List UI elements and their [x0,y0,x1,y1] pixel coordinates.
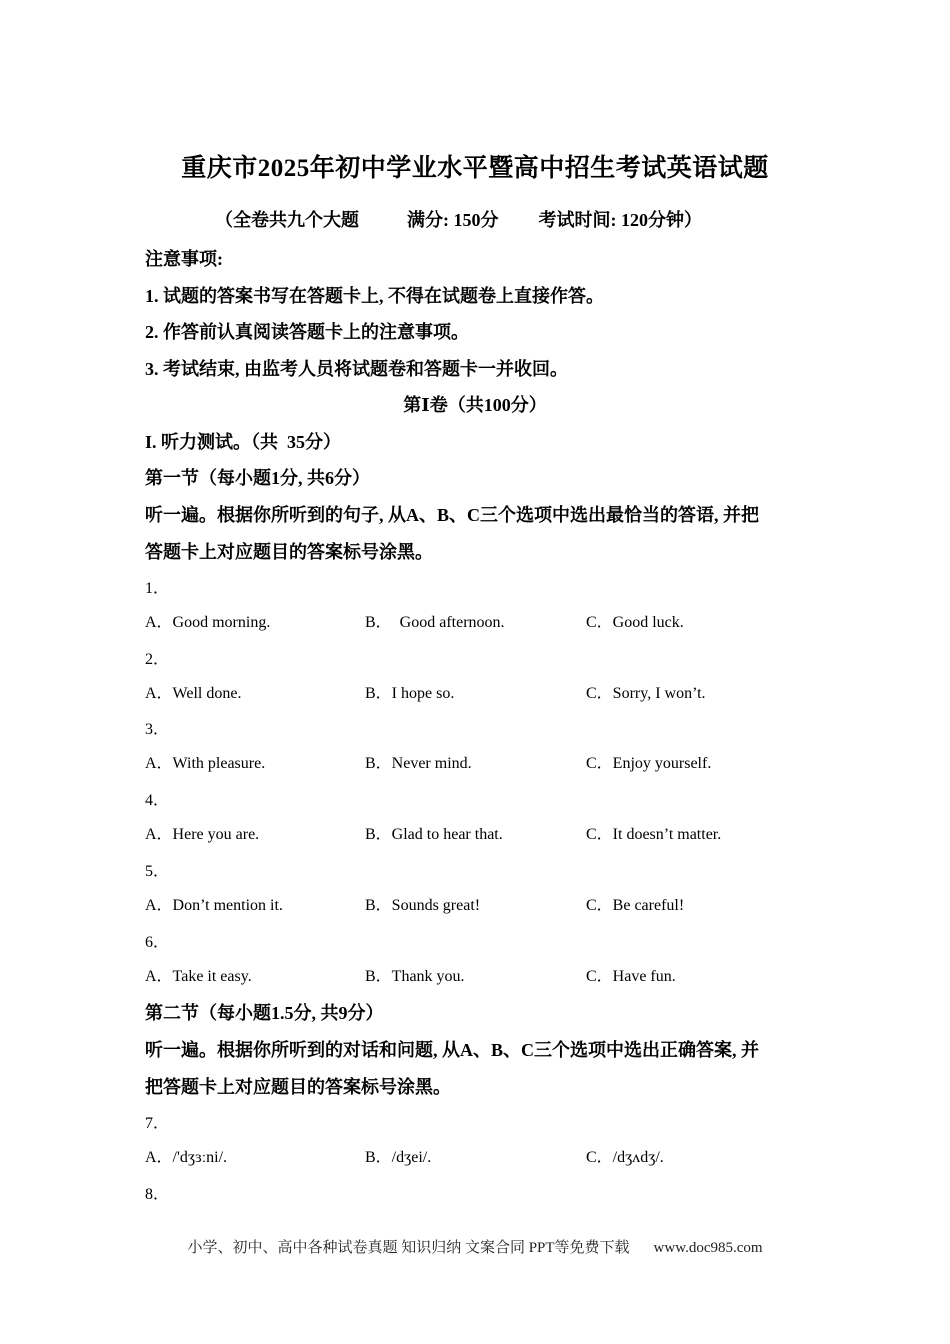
option-a: A．Well done. [145,685,242,702]
option-c: C．/dʒʌdʒ/. [586,1149,664,1166]
option-c: C．Have fun. [586,968,676,985]
option-c: C．Be careful! [586,897,685,914]
exam-title: 重庆市2025年初中学业水平暨高中招生考试英语试题 [181,155,769,182]
option-a: A．Take it easy. [145,968,252,985]
question-number: 6． [145,934,170,951]
question-number: 1． [145,580,170,597]
notes-heading: 注意事项: [145,249,223,269]
option-b: B．/dʒei/. [365,1149,432,1166]
section2-heading: 第二节（每小题1.5分, 共9分） [145,1003,384,1023]
option-b: B．Thank you. [365,968,465,985]
option-a: A．/'dʒɜːni/. [145,1149,228,1166]
option-c: C．Enjoy yourself. [586,755,712,772]
option-b: B．Never mind. [365,755,472,772]
note-item: 2. 作答前认真阅读答题卡上的注意事项。 [145,322,469,342]
exam-subtitle [215,206,702,232]
option-c: C．Sorry, I won’t. [586,685,706,702]
option-b: B．Sounds great! [365,897,481,914]
question-number: 2． [145,651,170,668]
option-a: A．Good morning. [145,614,271,631]
page-footer [0,1236,950,1257]
footer-site-link[interactable]: www.doc985.com [653,1240,763,1256]
question-number: 3． [145,721,170,738]
option-a: A．Don’t mention it. [145,897,283,914]
volume-heading: 第Ⅰ卷（共100分） [403,395,547,415]
option-c: C．It doesn’t matter. [586,826,722,843]
option-b: B．Glad to hear that. [365,826,503,843]
question-number: 7． [145,1115,170,1132]
option-a: A．With pleasure. [145,755,266,772]
question-number: 5． [145,863,170,880]
subtitle-score: 满分: 150分 [407,210,499,230]
section1-instruction: 答题卡上对应题目的答案标号涂黑。 [145,542,433,562]
option-b: B． Good afternoon. [365,614,505,631]
option-c: C．Good luck. [586,614,684,631]
subtitle-parts: （全卷共九个大题 [215,210,359,230]
option-b: B．I hope so. [365,685,455,702]
option-a: A．Here you are. [145,826,260,843]
note-item: 3. 考试结束, 由监考人员将试题卷和答题卡一并收回。 [145,359,568,379]
part1-heading: I. 听力测试。（共 35分） [145,432,342,452]
section2-instruction: 听一遍。根据你所听到的对话和问题, 从A、B、C三个选项中选出正确答案, 并 [145,1040,760,1060]
section1-instruction: 听一遍。根据你所听到的句子, 从A、B、C三个选项中选出最恰当的答语, 并把 [145,505,760,525]
question-number: 4． [145,792,170,809]
footer-text: 小学、初中、高中各种试卷真题 知识归纳 文案合同 PPT等免费下载 [187,1240,630,1256]
question-number: 8． [145,1186,170,1203]
note-item: 1. 试题的答案书写在答题卡上, 不得在试题卷上直接作答。 [145,286,604,306]
section1-heading: 第一节（每小题1分, 共6分） [145,468,370,488]
section2-instruction: 把答题卡上对应题目的答案标号涂黑。 [145,1077,451,1097]
subtitle-time: 考试时间: 120分钟） [538,210,702,230]
